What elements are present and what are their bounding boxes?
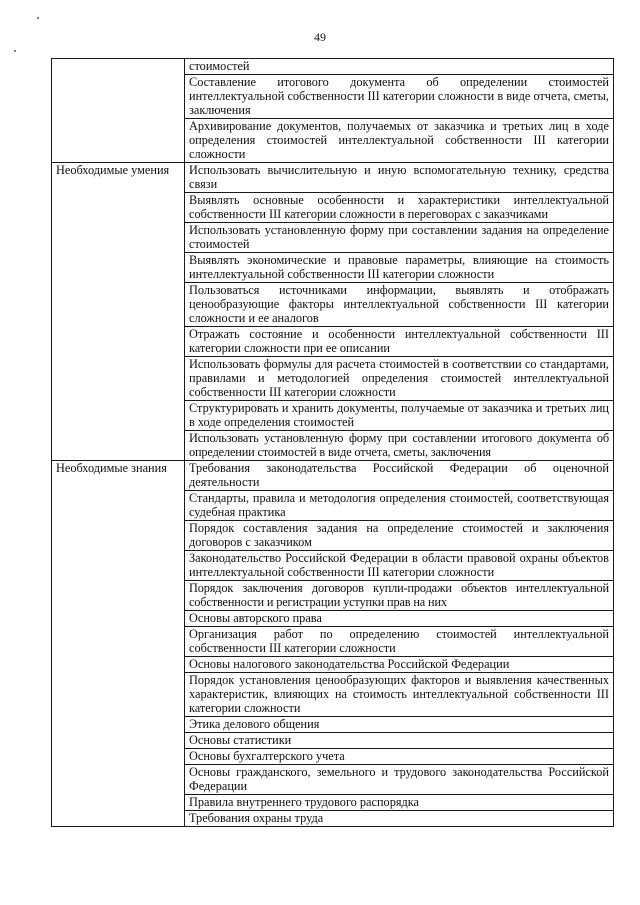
table-row xyxy=(52,59,614,75)
knowledge-item: Этика делового общения xyxy=(185,717,614,733)
knowledge-item: Порядок установления ценообразующих факторов и выявления качественных характеристик, влияющих на стоимость интеллектуальной собственности III категории сложности xyxy=(185,673,614,717)
knowledge-item: Требования законодательства Российской Федерации об оценочной деятельности xyxy=(185,461,614,491)
table-row xyxy=(52,163,614,193)
skill-item: Использовать формулы для расчета стоимостей в соответствии со стандартами, правилами и методологией определения стоимостей интеллектуальной собственности III категории сложности xyxy=(185,357,614,401)
knowledge-item: Основы бухгалтерского учета xyxy=(185,749,614,765)
knowledge-item: Основы гражданского, земельного и трудового законодательства Российской Федерации xyxy=(185,765,614,795)
knowledge-item: Требования охраны труда xyxy=(185,811,614,827)
task-item: Архивирование документов, получаемых от заказчика и третьих лиц в ходе определения стоимостей интеллектуальной собственности III категории сложности xyxy=(185,119,614,163)
knowledge-item: Основы статистики xyxy=(185,733,614,749)
knowledge-item: Основы налогового законодательства Российской Федерации xyxy=(185,657,614,673)
task-item: стоимостей xyxy=(185,59,614,75)
skill-item: Использовать установленную форму при составлении задания на определение стоимостей xyxy=(185,223,614,253)
empty-label-cell xyxy=(52,59,185,163)
requirements-table xyxy=(51,58,614,827)
knowledge-item: Стандарты, правила и методология определения стоимостей, соответствующая судебная практика xyxy=(185,491,614,521)
skill-item: Структурировать и хранить документы, получаемые от заказчика и третьих лиц в ходе определения стоимостей xyxy=(185,401,614,431)
skill-item: Пользоваться источниками информации, выявлять и отображать ценообразующие факторы интеллектуальной собственности III категории сложности и ее аналогов xyxy=(185,283,614,327)
skill-item: Использовать установленную форму при составлении итогового документа об определении стоимостей в виде отчета, сметы, заключения xyxy=(185,431,614,461)
skills-label: Необходимые умения xyxy=(52,163,185,461)
knowledge-item: Законодательство Российской Федерации в области правовой охраны объектов интеллектуальной собственности III категории сложности xyxy=(185,551,614,581)
skill-item: Использовать вычислительную и иную вспомогательную технику, средства связи xyxy=(185,163,614,193)
skill-item: Выявлять экономические и правовые параметры, влияющие на стоимость интеллектуальной собственности III категории сложности xyxy=(185,253,614,283)
knowledge-label: Необходимые знания xyxy=(52,461,185,827)
scan-mark xyxy=(37,17,39,19)
task-item: Составление итогового документа об определении стоимостей интеллектуальной собственности III категории сложности в виде отчета, сметы, заключения xyxy=(185,75,614,119)
page-number: 49 xyxy=(314,30,326,44)
table-row xyxy=(52,461,614,491)
knowledge-item: Порядок составления задания на определение стоимостей и заключения договоров с заказчиком xyxy=(185,521,614,551)
knowledge-item: Организация работ по определению стоимостей интеллектуальной собственности III категории сложности xyxy=(185,627,614,657)
knowledge-item: Порядок заключения договоров купли-продажи объектов интеллектуальной собственности и регистрации уступки прав на них xyxy=(185,581,614,611)
skill-item: Отражать состояние и особенности интеллектуальной собственности III категории сложности при ее описании xyxy=(185,327,614,357)
knowledge-item: Основы авторского права xyxy=(185,611,614,627)
scan-mark xyxy=(14,50,16,52)
skill-item: Выявлять основные особенности и характеристики интеллектуальной собственности III категории сложности в переговорах с заказчиками xyxy=(185,193,614,223)
knowledge-item: Правила внутреннего трудового распорядка xyxy=(185,795,614,811)
